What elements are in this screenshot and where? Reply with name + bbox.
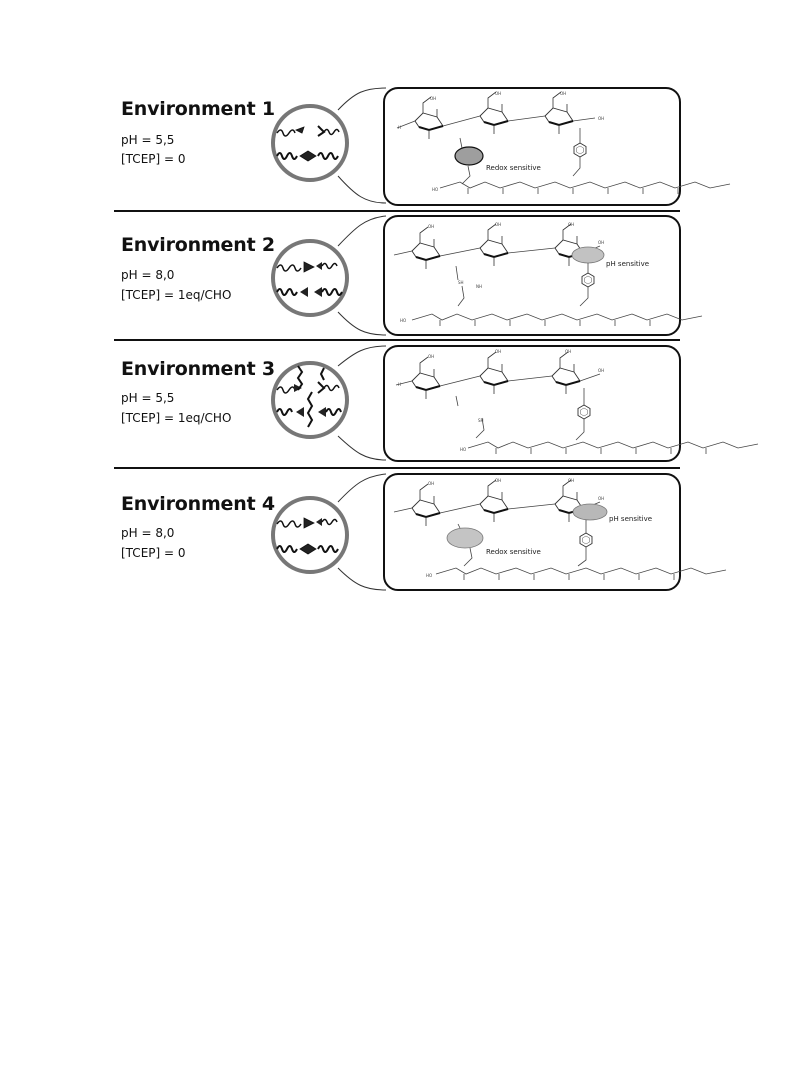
ph-sensitive-highlight <box>572 247 604 263</box>
environment-title: Environment 1 <box>121 98 275 120</box>
tcep-condition: [TCEP] = 1eq/CHO <box>121 411 232 425</box>
tcep-condition: [TCEP] = 0 <box>121 152 186 166</box>
svg-text:OH: OH <box>568 222 575 227</box>
ph-condition: pH = 5,5 <box>121 133 175 147</box>
svg-text:H: H <box>398 382 402 387</box>
ph-condition: pH = 8,0 <box>121 526 175 540</box>
svg-text:OH: OH <box>495 349 502 354</box>
redox-sensitive-highlight <box>447 528 483 548</box>
molecular-structure-box <box>384 216 680 335</box>
molecular-structure-box <box>384 346 680 461</box>
ph-sensitive-highlight <box>573 504 607 520</box>
svg-text:OH: OH <box>430 96 437 101</box>
svg-text:HO: HO <box>426 573 433 578</box>
ph-label: pH sensitive <box>606 260 650 268</box>
svg-text:NH: NH <box>476 284 482 289</box>
svg-text:SH: SH <box>458 280 464 285</box>
environment-title: Environment 2 <box>121 234 275 256</box>
svg-text:OH: OH <box>428 224 435 229</box>
tcep-condition: [TCEP] = 1eq/CHO <box>121 288 232 302</box>
svg-text:OH: OH <box>495 222 502 227</box>
zoom-circle <box>273 363 347 437</box>
svg-text:OH: OH <box>598 368 605 373</box>
redox-label: Redox sensitive <box>486 164 541 172</box>
svg-text:OH: OH <box>598 496 605 501</box>
svg-text:OH: OH <box>598 240 605 245</box>
svg-text:OH: OH <box>598 116 605 121</box>
svg-text:OH: OH <box>560 91 567 96</box>
svg-text:OH: OH <box>565 349 572 354</box>
molecular-structure-box <box>384 88 680 205</box>
svg-text:OH: OH <box>568 478 575 483</box>
environment-title: Environment 3 <box>121 358 275 380</box>
ph-condition: pH = 5,5 <box>121 391 175 405</box>
ph-label: pH sensitive <box>609 515 653 523</box>
panel-1-graphics <box>273 88 730 205</box>
zoom-circle <box>273 106 347 180</box>
svg-text:OH: OH <box>428 481 435 486</box>
ph-condition: pH = 8,0 <box>121 268 175 282</box>
redox-label: Redox sensitive <box>486 548 541 556</box>
svg-text:OH: OH <box>495 91 502 96</box>
svg-text:HO: HO <box>400 318 407 323</box>
svg-text:SH: SH <box>478 418 484 423</box>
zoom-circle <box>273 498 347 572</box>
zoom-circle <box>273 241 347 315</box>
environment-title: Environment 4 <box>121 493 275 515</box>
panel-2-graphics <box>273 216 702 335</box>
svg-text:H: H <box>398 125 402 130</box>
svg-text:HO: HO <box>432 187 439 192</box>
tcep-condition: [TCEP] = 0 <box>121 546 186 560</box>
svg-text:HO: HO <box>460 447 467 452</box>
panel-4-graphics <box>273 474 726 590</box>
redox-sensitive-highlight <box>455 147 483 165</box>
svg-text:OH: OH <box>495 478 502 483</box>
panel-3-graphics <box>273 346 758 461</box>
svg-text:OH: OH <box>428 354 435 359</box>
